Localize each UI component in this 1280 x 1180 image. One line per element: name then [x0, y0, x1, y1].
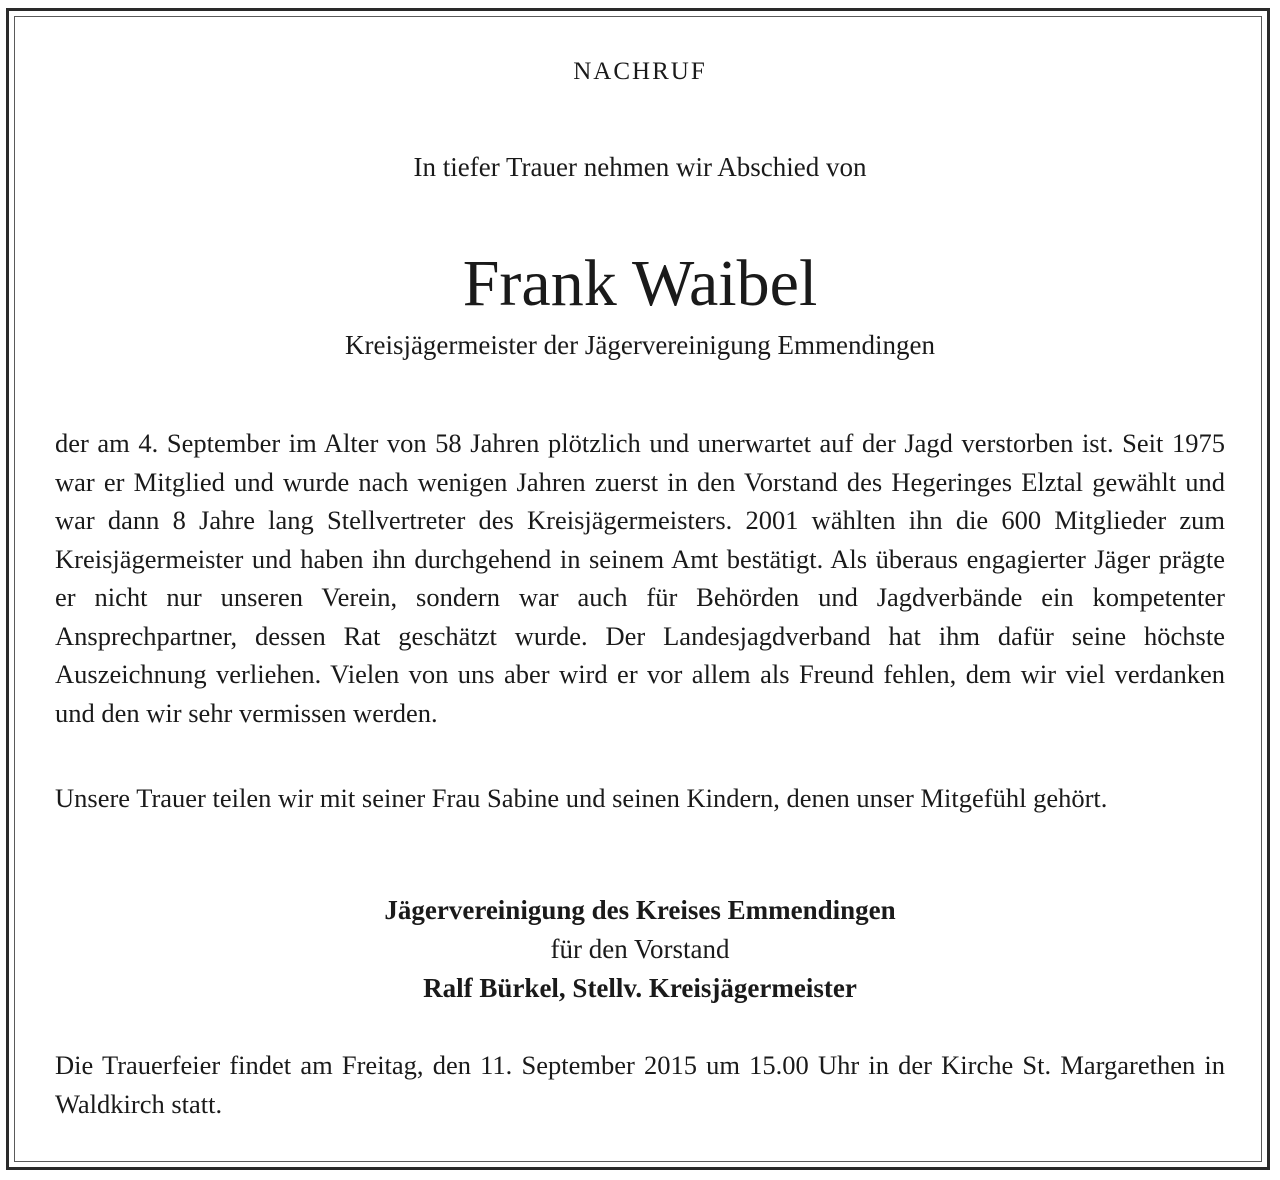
- condolence-paragraph: Unsere Trauer teilen wir mit seiner Frau Sabine und seinen Kindern, denen unser Mitgefühl gehört.: [55, 783, 1108, 813]
- tribute-paragraph: der am 4. September im Alter von 58 Jahren plötzlich und unerwartet auf der Jagd verstorben ist. Seit 1975 war er Mitglied und wurde nach wenigen Jahren zuerst in den Vorstand des Hegeringes Elztal gewählt und war dann 8 Jahre lang Stellvertreter des Kreisjägermeisters. 2001 wählten ihn die 600 Mitglieder zum Kreisjägermeister und haben ihn durchgehend in seinem Amt bestätigt. Als überaus engagierter Jäger prägte er nicht nur unseren Verein, sondern war auch für Behörden und Jagdverbände ein kompetenter Ansprechpartner, dessen Rat geschätzt wurde. Der Landesjagdverband hat ihm dafür seine höchste Auszeichnung verliehen. Vielen von uns aber wird er vor allem als Freund fehlen, dem wir viel verdanken und den wir sehr vermissen werden.: [55, 428, 1225, 728]
- deceased-name: Frank Waibel: [462, 247, 818, 320]
- intro-line: In tiefer Trauer nehmen wir Abschied von: [413, 152, 867, 182]
- signature-organization: Jägervereinigung des Kreises Emmendingen: [384, 895, 896, 925]
- funeral-service-info: Die Trauerfeier findet am Freitag, den 11. September 2015 um 15.00 Uhr in der Kirche St. Margarethen in Waldkirch statt.: [55, 1050, 1225, 1119]
- notice-heading: NACHRUF: [573, 58, 707, 85]
- deceased-role: Kreisjägermeister der Jägervereinigung Emmendingen: [344, 330, 936, 360]
- signature-subline: für den Vorstand: [550, 934, 730, 964]
- signature-signer: Ralf Bürkel, Stellv. Kreisjägermeister: [423, 973, 857, 1003]
